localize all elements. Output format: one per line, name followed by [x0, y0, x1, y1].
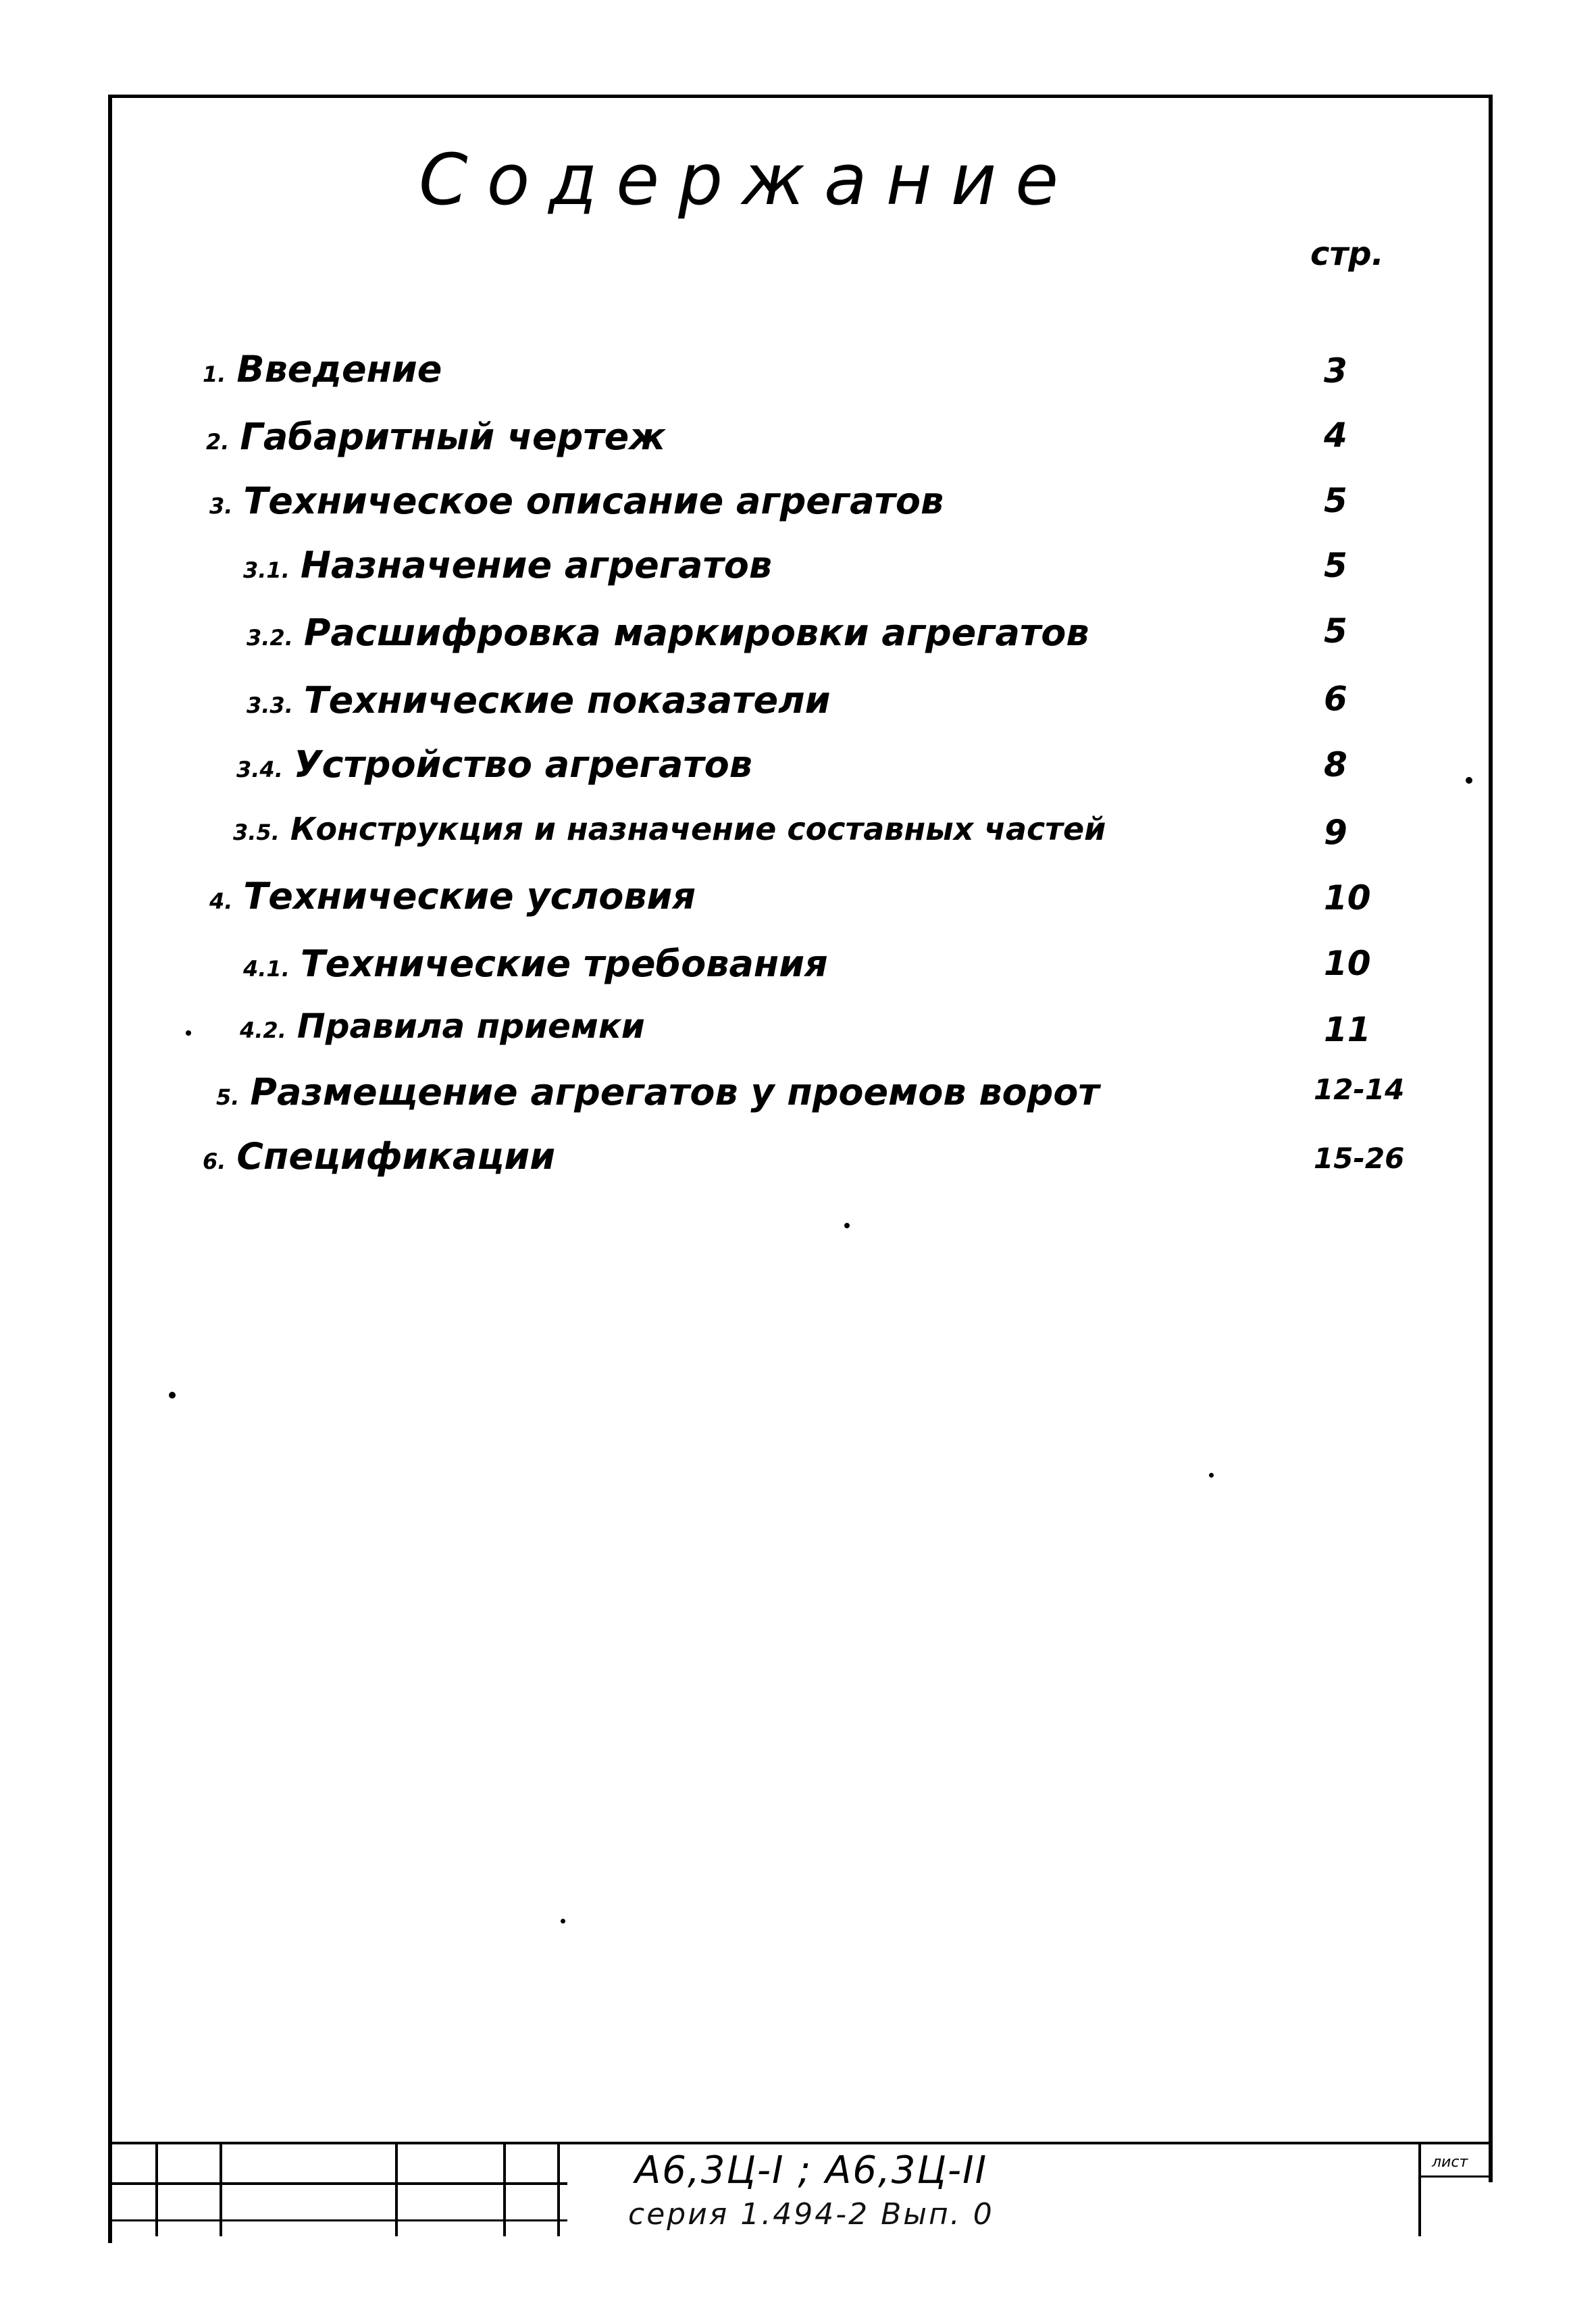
toc-item	[203, 1135, 555, 1189]
toc-item	[247, 611, 1089, 665]
toc-item-title: Конструкция и назначение составных частей	[290, 811, 1106, 847]
title-block-row-rule	[108, 2219, 567, 2221]
scan-speck	[1466, 777, 1472, 784]
title-block-col-rule	[108, 2142, 112, 2243]
toc-item-page: 15-26	[1314, 1142, 1405, 1175]
toc-item-page: 10	[1324, 878, 1371, 917]
title-block-col-rule	[503, 2142, 506, 2236]
toc-item-page: 5	[1324, 546, 1347, 585]
title-block-col-rule	[1489, 2142, 1493, 2182]
toc-item	[247, 679, 831, 733]
toc-item-title: Спецификации	[236, 1135, 556, 1178]
scan-speck	[186, 1030, 191, 1036]
title-block-col-rule	[395, 2142, 398, 2236]
toc-item-title: Габаритный чертеж	[240, 416, 665, 458]
toc-item-number: 4.1.	[243, 956, 290, 982]
toc-item-page: 6	[1324, 679, 1347, 718]
toc-item	[203, 348, 442, 402]
toc-item-title: Устройство агрегатов	[293, 743, 752, 786]
page-column-header: стр.	[1310, 235, 1384, 273]
toc-item-page: 8	[1324, 745, 1347, 784]
toc-item	[216, 1071, 1100, 1125]
document-series: серия 1.494-2 Вып. 0	[628, 2197, 994, 2232]
toc-item-page: 11	[1324, 1010, 1371, 1049]
toc-item-number: 4.2.	[240, 1017, 286, 1043]
toc-item-number: 3.5.	[233, 820, 280, 845]
title-block-row-rule	[108, 2182, 567, 2185]
scan-speck	[844, 1223, 850, 1228]
title-block-top-rule	[108, 2142, 1493, 2144]
toc-item-title: Введение	[236, 348, 442, 391]
sheet-label: лист	[1432, 2154, 1468, 2171]
page-title: Содержание	[419, 139, 1078, 221]
toc-item-number: 1.	[203, 361, 226, 387]
scan-speck	[1209, 1473, 1214, 1478]
toc-item-number: 3.2.	[247, 625, 293, 651]
toc-item-title: Правила приемки	[297, 1007, 645, 1046]
toc-item	[206, 416, 665, 470]
toc-item-number: 6.	[203, 1149, 226, 1174]
toc-item-title: Технические требования	[300, 942, 828, 985]
toc-item	[233, 811, 1106, 865]
toc-item-number: 3.3.	[247, 693, 293, 718]
toc-item-page: 3	[1324, 351, 1347, 391]
toc-item-number: 3.1.	[243, 557, 290, 583]
title-block-col-rule	[220, 2142, 222, 2236]
toc-item-number: 3.4.	[236, 757, 283, 782]
title-block-col-rule	[155, 2142, 158, 2236]
toc-item-page: 9	[1324, 813, 1347, 852]
toc-item	[243, 544, 772, 598]
toc-item-title: Назначение агрегатов	[300, 544, 773, 586]
toc-item-page: 10	[1324, 944, 1371, 983]
toc-item	[236, 743, 752, 797]
toc-item-number: 2.	[206, 429, 230, 455]
title-block	[108, 2142, 1493, 2243]
toc-item	[243, 942, 828, 997]
toc-item-number: 5.	[216, 1084, 240, 1110]
toc-item-number: 3.	[209, 493, 233, 519]
toc-item-title: Размещение агрегатов у проемов ворот	[250, 1071, 1100, 1113]
toc-item	[240, 1007, 645, 1061]
scan-speck	[169, 1392, 176, 1399]
scan-speck	[561, 1919, 565, 1923]
toc-item-title: Технические показатели	[303, 679, 831, 722]
toc-item-title: Расшифровка маркировки агрегатов	[303, 611, 1089, 654]
toc-item	[209, 480, 944, 534]
toc-item-page: 5	[1324, 481, 1347, 520]
toc-item	[209, 875, 696, 929]
title-block-col-rule	[1418, 2142, 1421, 2236]
toc-item-title: Технические условия	[243, 875, 696, 917]
document-designation: А6,3Ц-I ; А6,3Ц-II	[635, 2148, 988, 2192]
toc-item-page: 5	[1324, 611, 1347, 651]
toc-item-number: 4.	[209, 888, 233, 914]
toc-item-page: 4	[1324, 416, 1347, 455]
title-block-col-rule	[557, 2142, 560, 2236]
title-block-sheet-rule	[1418, 2175, 1493, 2178]
toc-item-page: 12-14	[1314, 1073, 1405, 1106]
toc-item-title: Техническое описание агрегатов	[243, 480, 944, 522]
